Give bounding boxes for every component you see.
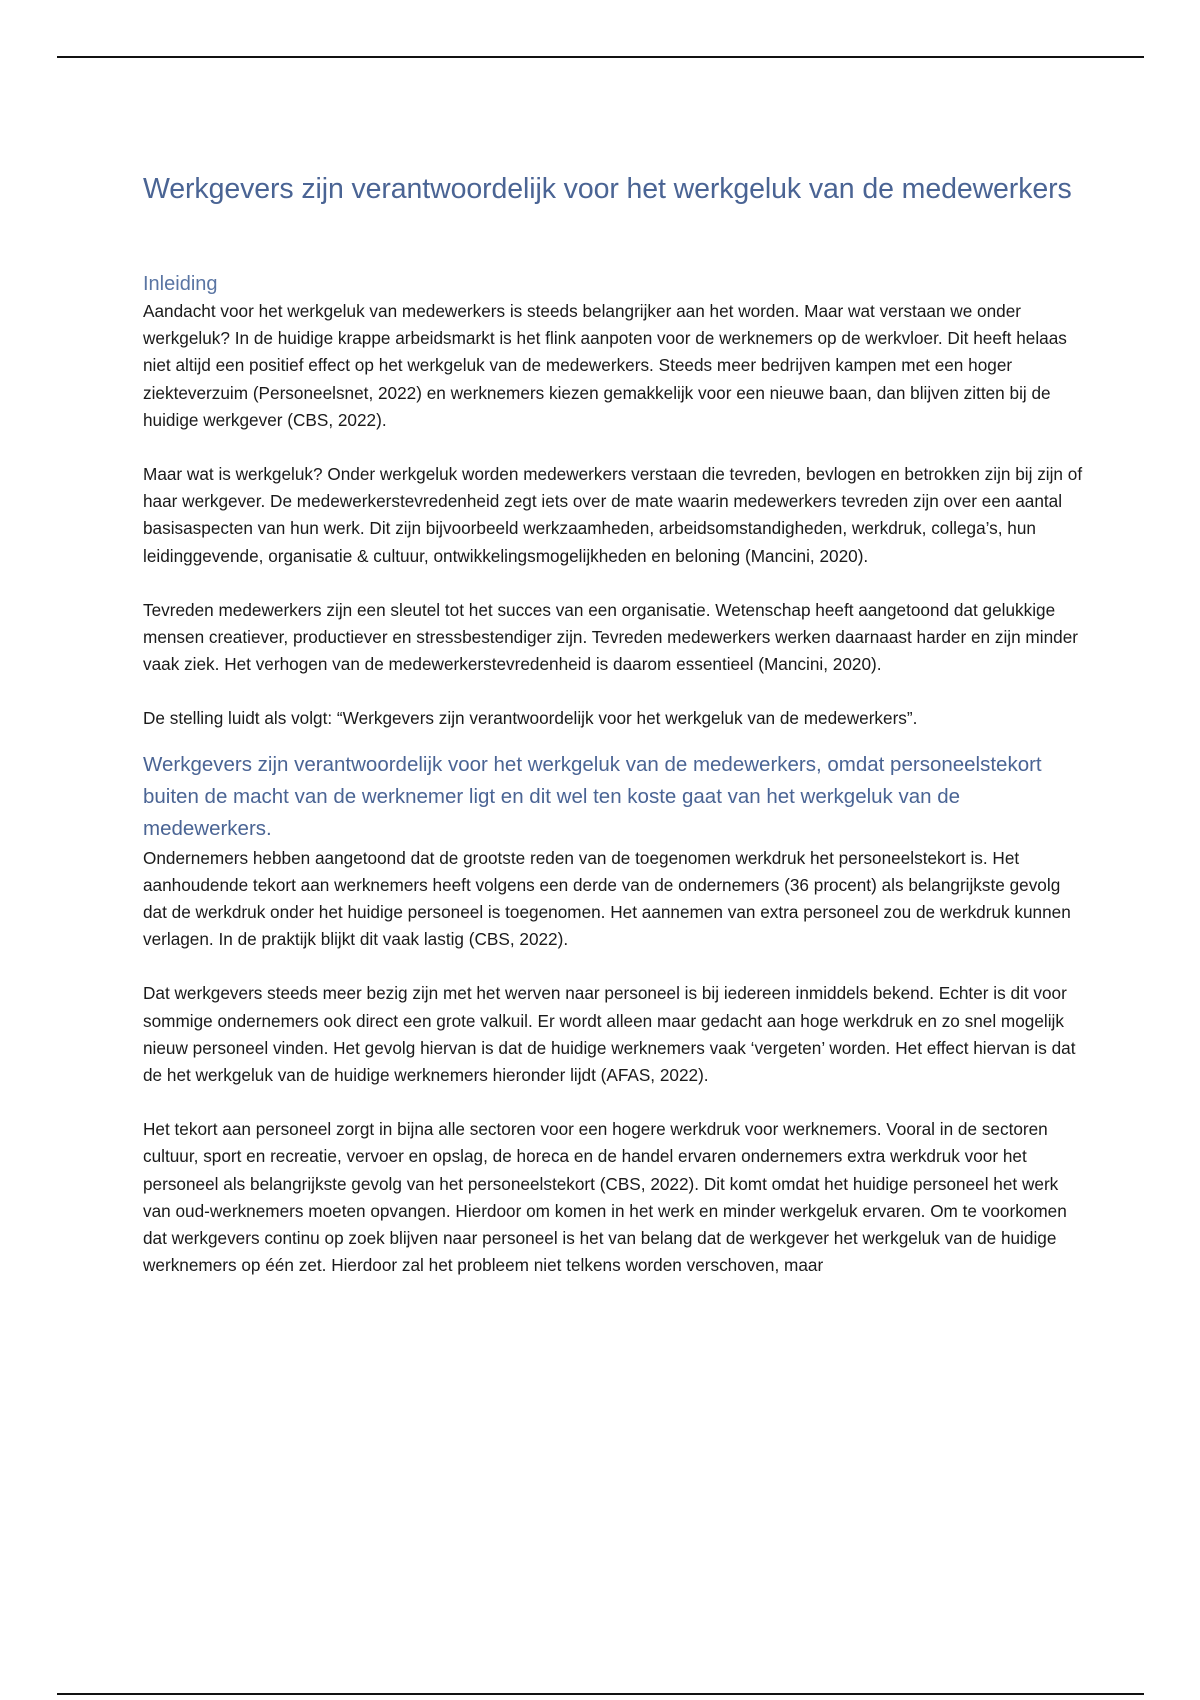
- document-page: [143, 168, 1083, 1279]
- section-paragraph: Het tekort aan personeel zorgt in bijna alle sectoren voor een hogere werkdruk voor werknemers. Vooral in de sectoren cultuur, sport en recreatie, vervoer en opslag, de horeca en de handel ervaren ondernemers extra werkdruk voor het personeel als belangrijkste gevolg van het personeelstekort (CBS, 2022). Dit komt omdat het huidige personeel het werk van oud-werknemers moeten opvangen. Hierdoor om komen in het werk en minder werkgeluk ervaren. Om te voorkomen dat werkgevers continu op zoek blijven naar personeel is het van belang dat de werkgever het werkgeluk van de huidige werknemers op één zet. Hierdoor zal het probleem niet telkens worden verschoven, maar: [143, 1119, 1067, 1276]
- intro-heading: Inleiding: [143, 273, 218, 295]
- intro-section: [143, 298, 1083, 733]
- section-paragraph: Ondernemers hebben aangetoond dat de grootste reden van de toegenomen werkdruk het personeelstekort is. Het aanhoudende tekort aan werknemers heeft volgens een derde van de ondernemers (36 procent) als belangrijkste gevolg dat de werkdruk onder het huidige personeel is toegenomen. Het aannemen van extra personeel zou de werkdruk kunnen verlagen. In de praktijk blijkt dit vaak lastig (CBS, 2022).: [143, 847, 1071, 950]
- argument-section: [143, 845, 1083, 1280]
- intro-paragraph: Tevreden medewerkers zijn een sleutel tot het succes van een organisatie. Wetenschap heeft aangetoond dat gelukkige mensen creatiever, productiever en stressbestendiger zijn. Tevreden medewerkers werken daarnaast harder en zijn minder vaak ziek. Het verhogen van de medewerkerstevredenheid is daarom essentieel (Mancini, 2020).: [143, 599, 1078, 675]
- page-bottom-rule: [57, 1693, 1144, 1695]
- section-heading: Werkgevers zijn verantwoordelijk voor het werkgeluk van de medewerkers, omdat personeelstekort buiten de macht van de werknemer ligt en dit wel ten koste gaat van het werkgeluk van de medewerkers.: [143, 752, 1042, 840]
- document-title: Werkgevers zijn verantwoordelijk voor het werkgeluk van de medewerkers: [143, 173, 1072, 205]
- intro-paragraph: De stelling luidt als volgt: “Werkgevers zijn verantwoordelijk voor het werkgeluk van de medewerkers”.: [143, 708, 918, 729]
- page-top-rule: [57, 56, 1144, 58]
- section-paragraph: Dat werkgevers steeds meer bezig zijn met het werven naar personeel is bij iedereen inmiddels bekend. Echter is dit voor sommige ondernemers ook direct een grote valkuil. Er wordt alleen maar gedacht aan hoge werkdruk en zo snel mogelijk nieuw personeel vinden. Het gevolg hiervan is dat de huidige werknemers vaak ‘vergeten’ worden. Het effect hiervan is dat de het werkgeluk van de huidige werknemers hieronder lijdt (AFAS, 2022).: [143, 983, 1076, 1086]
- intro-paragraph: Aandacht voor het werkgeluk van medewerkers is steeds belangrijker aan het worden. Maar wat verstaan we onder werkgeluk? In de huidige krappe arbeidsmarkt is het flink aanpoten voor de werknemers op de werkvloer. Dit heeft helaas niet altijd een positief effect op het werkgeluk van de medewerkers. Steeds meer bedrijven kampen met een hoger ziekteverzuim (Personeelsnet, 2022) en werknemers kiezen gemakkelijk voor een nieuwe baan, dan blijven zitten bij de huidige werkgever (CBS, 2022).: [143, 301, 1067, 430]
- intro-paragraph: Maar wat is werkgeluk? Onder werkgeluk worden medewerkers verstaan die tevreden, bevlogen en betrokken zijn bij zijn of haar werkgever. De medewerkerstevredenheid zegt iets over de mate waarin medewerkers tevreden zijn over een aantal basisaspecten van hun werk. Dit zijn bijvoorbeeld werkzaamheden, arbeidsomstandigheden, werkdruk, collega’s, hun leidinggevende, organisatie & cultuur, ontwikkelingsmogelijkheden en beloning (Mancini, 2020).: [143, 464, 1083, 566]
